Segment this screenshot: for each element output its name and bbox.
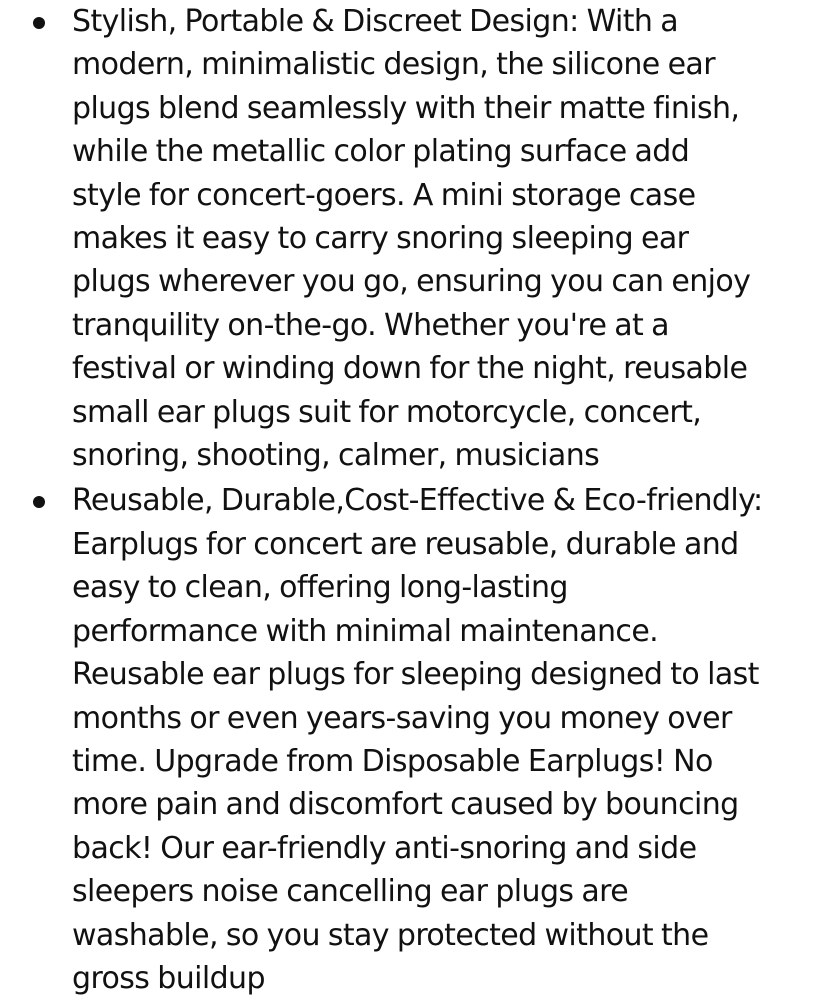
- feature-bullet-reusable: [0, 477, 829, 1000]
- bullet-dot-icon: [33, 17, 45, 29]
- bullet-text: Stylish, Portable & Discreet Design: With a modern, minimalistic design, the silicone ear plugs blend seamlessly with their matte finish, while the metallic color plating surface add style for concert-goers. A mini storage case makes it easy to carry snoring sleeping ear plugs wherever you go, ensuring you can enjoy tranquility on-the-go. Whether you're at a festival or winding down for the night, reusable small ear plugs suit for motorcycle, concert, snoring, shooting, calmer, musicians: [72, 4, 751, 474]
- feature-bullet-design: [0, 0, 829, 477]
- bullet-text: Reusable, Durable,Cost-Effective & Eco-friendly: Earplugs for concert are reusable, durable and easy to clean, offering long-lasting performance with minimal maintenance. Reusable ear plugs for sleeping designed to last months or even years-saving you money over time. Upgrade from Disposable Earplugs! No more pain and discomfort caused by bouncing back! Our ear-friendly anti-snoring and side sleepers noise cancelling ear plugs are washable, so you stay protected without the gross buildup: [72, 483, 763, 996]
